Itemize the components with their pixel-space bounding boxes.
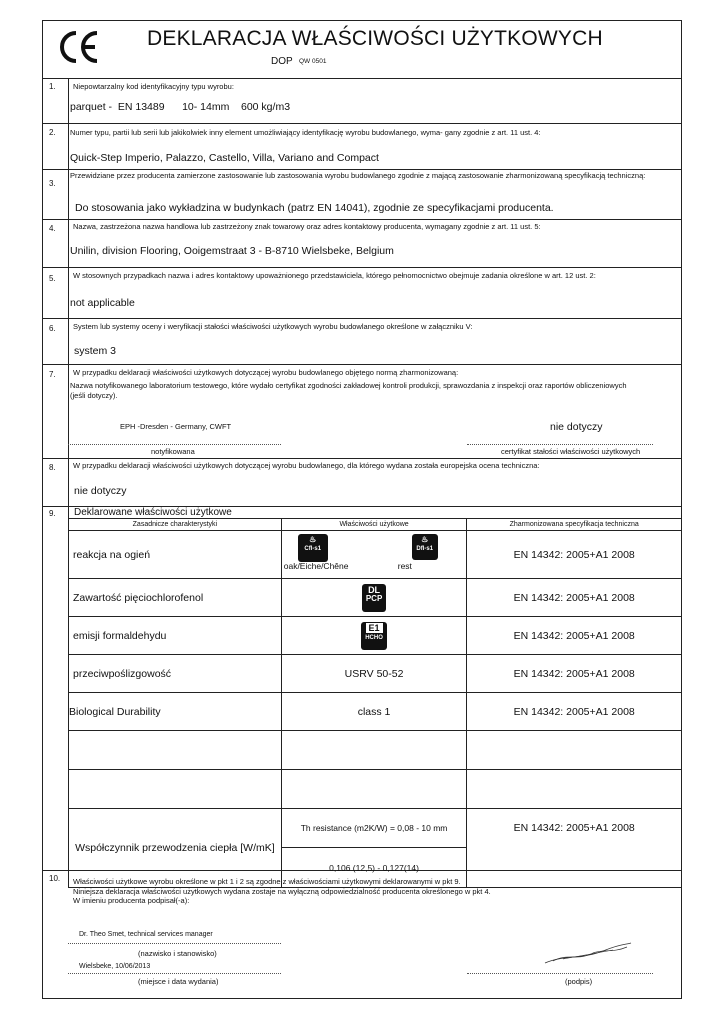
dop-label: DOP — [271, 56, 293, 67]
section-8-label: W przypadku deklaracji właściwości użytkowych dotyczącej wyrobu budowlanego, dla którego wydana została europejska ocena techniczna: — [73, 461, 540, 470]
section-1-value: parquet - EN 13489 10- 14mm 600 kg/m3 — [70, 101, 291, 113]
section-6-number: 6. — [49, 324, 56, 333]
section-7-label-3: (jeśli dotyczy). — [70, 391, 118, 400]
notified-lab-caption: notyfikowana — [151, 447, 195, 456]
performance-cell — [281, 731, 467, 770]
col-header-characteristics: Zasadnicze charakterystyki — [69, 519, 282, 531]
declaration-page — [42, 20, 682, 999]
characteristic-cell: Biological Durability — [69, 693, 282, 731]
specification-cell: EN 14342: 2005+A1 2008 — [467, 655, 682, 693]
table-row — [69, 617, 682, 655]
section-3-value: Do stosowania jako wykładzina w budynkach (patrz EN 14041), zgodnie ze specyfikacjami producenta. — [75, 202, 554, 214]
section-7-label: W przypadku deklaracji właściwości użytkowych dotyczącej wyrobu budowlanego objętego normą zharmonizowaną: — [73, 368, 459, 377]
e1-hcho-icon: E1 HCHO — [361, 622, 387, 650]
section-2-value: Quick-Step Imperio, Palazzo, Castello, Villa, Variano and Compact — [70, 152, 379, 164]
fire-class-cfl-s1-icon: ♨ Cfl-s1 — [298, 534, 328, 562]
performance-cell — [281, 617, 467, 655]
section-10-number: 10. — [49, 874, 61, 883]
section-5-number: 5. — [49, 274, 56, 283]
section-10-line-2: Niniejsza deklaracja właściwości użytkowych wydana zostaje na wyłączną odpowiedzialność producenta określonego w pkt 4. — [73, 887, 491, 896]
section-8-value: nie dotyczy — [74, 485, 127, 497]
characteristic-cell: emisji formaldehydu — [69, 617, 282, 655]
performance-cell — [281, 770, 467, 809]
signature-caption: (podpis) — [565, 977, 593, 986]
table-row — [69, 579, 682, 617]
specification-cell: EN 14342: 2005+A1 2008 — [467, 693, 682, 731]
table-row — [69, 655, 682, 693]
place-date-caption: (miejsce i data wydania) — [138, 977, 219, 986]
performance-caption-rest: rest — [397, 561, 412, 571]
declared-performance-table — [68, 518, 682, 888]
section-4-label: Nazwa, zastrzeżona nazwa handlowa lub zastrzeżony znak towarowy oraz adres kontaktowy producenta, wymagany zgodnie z art. 11 ust. 5: — [73, 222, 541, 231]
specification-cell — [467, 770, 682, 809]
table-row — [69, 531, 682, 579]
performance-cell: Th resistance (m2K/W) = 0,08 - 10 mm — [281, 809, 467, 848]
section-6-value: system 3 — [74, 345, 117, 357]
performance-cell — [281, 579, 467, 617]
section-9-title: Deklarowane właściwości użytkowe — [74, 507, 232, 518]
section-5-value: not applicable — [70, 297, 135, 309]
specification-cell: EN 14342: 2005+A1 2008 — [467, 579, 682, 617]
section-2-number: 2. — [49, 128, 56, 137]
characteristic-cell: reakcja na ogień — [69, 531, 282, 579]
dop-code: QW 0501 — [299, 58, 327, 65]
certificate-caption: certyfikat stałości właściwości użytkowych — [501, 447, 641, 456]
signature-image — [543, 939, 633, 967]
performance-cell — [281, 531, 467, 579]
col-header-performance: Właściwości użytkowe — [281, 519, 467, 531]
table-row — [69, 809, 682, 848]
characteristic-cell — [69, 731, 282, 770]
characteristic-cell: przeciwpoślizgowość — [69, 655, 282, 693]
performance-caption-oak: oak/Eiche/Chêne — [283, 561, 349, 571]
section-5-label: W stosownych przypadkach nazwa i adres kontaktowy upoważnionego przedstawiciela, którego pełnomocnictwo obejmuje zadania określone w art. 12 ust. 2: — [73, 271, 596, 280]
ce-mark-icon — [57, 29, 101, 65]
section-7-label-2: Nazwa notyfikowanego laboratorium testowego, które wydało certyfikat zgodności zakładowej kontroli produkcji, sprawozdania z inspekcji oraz raportów obliczeniowych — [70, 381, 627, 390]
specification-cell: EN 14342: 2005+A1 2008 — [467, 617, 682, 655]
specification-cell: EN 14342: 2005+A1 2008 — [467, 809, 682, 888]
certificate-value: nie dotyczy — [550, 421, 603, 433]
characteristic-cell: Współczynnik przewodzenia ciepła [W/mK] — [69, 809, 282, 888]
section-10-line-1: Właściwości użytkowe wyrobu określone w pkt 1 i 2 są zgodne z właściwościami użytkowymi deklarowanymi w pkt 9. — [73, 877, 461, 886]
section-6-label: System lub systemy oceny i weryfikacji stałości właściwości użytkowych wyrobu budowlanego określone w załączniku V: — [73, 322, 473, 331]
section-9-number: 9. — [49, 509, 56, 518]
specification-cell — [467, 731, 682, 770]
col-header-specification: Zharmonizowana specyfikacja techniczna — [467, 519, 682, 531]
characteristic-cell: Zawartość pięciochlorofenol — [69, 579, 282, 617]
section-3-number: 3. — [49, 179, 56, 188]
fire-class-dfl-s1-icon: ♨ Dfl-s1 — [412, 534, 438, 560]
number-column — [43, 78, 69, 870]
performance-cell: USRV 50-52 — [281, 655, 467, 693]
section-1-number: 1. — [49, 82, 56, 91]
performance-cell: class 1 — [281, 693, 467, 731]
dl-pcp-icon: DL PCP — [362, 584, 386, 612]
signer-caption: (nazwisko i stanowisko) — [138, 949, 217, 958]
place-date-value: Wielsbeke, 10/06/2013 — [79, 963, 151, 970]
performance-cell-2: 0,106 (12,5) - 0,127(14) — [281, 848, 467, 888]
specification-cell: EN 14342: 2005+A1 2008 — [467, 531, 682, 579]
document-title: DEKLARACJA WŁAŚCIWOŚCI UŻYTKOWYCH — [147, 27, 603, 50]
section-8-number: 8. — [49, 463, 56, 472]
table-row — [69, 731, 682, 770]
section-4-value: Unilin, division Flooring, Ooigemstraat 3 - B-8710 Wielsbeke, Belgium — [70, 245, 394, 257]
table-row — [69, 770, 682, 809]
characteristic-cell — [69, 770, 282, 809]
table-row — [69, 693, 682, 731]
notified-lab-value: EPH -Dresden - Germany, CWFT — [120, 422, 232, 431]
section-7-number: 7. — [49, 370, 56, 379]
signer-name: Dr. Theo Smet, technical services manager — [79, 931, 213, 938]
section-4-number: 4. — [49, 224, 56, 233]
section-2-label: Numer typu, partii lub serii lub jakikolwiek inny element umożliwiający identyfikację wyrobu budowlanego, wyma- gany zgodnie z art. 11 ust. 4: — [70, 128, 541, 137]
section-1-label: Niepowtarzalny kod identyfikacyjny typu wyrobu: — [73, 82, 234, 91]
section-10-line-3: W imieniu producenta podpisał(-a): — [73, 896, 190, 905]
section-3-label: Przewidziane przez producenta zamierzone zastosowanie lub zastosowania wyrobu budowlanego zgodnie z mającą zastosowanie zharmonizowaną specyfikacją techniczną: — [70, 171, 646, 180]
